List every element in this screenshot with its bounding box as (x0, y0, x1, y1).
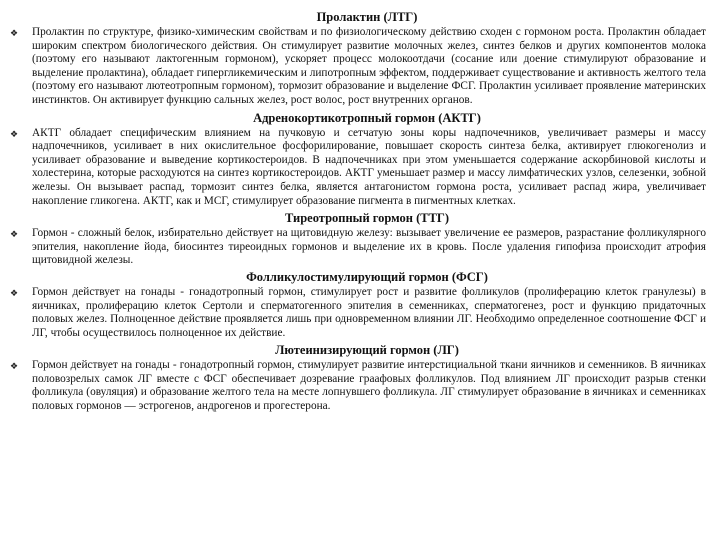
bullet-icon: ❖ (10, 128, 19, 139)
section-paragraph: Пролактин по структуре, физико-химическим свойствам и по физиологическому действию сходен с гормоном роста. Пролактин обладает широким спектром биологического действия. Он стимулирует развитие молочных желез, синтез белков и других компонентов молока (поэтому его называют лактогенным гормоном), ускоряет процесс молокоотдачи (сосание или доение стимулируют образование и выделение пролактина), обладает гипергликемическим и липотропным эффектом, поддерживает существование и активность желтого тела (поэтому его называют лютеотропным гормоном), тормозит образование и выделение ФСГ. Пролактин усиливает проявление материнских инстинктов. Он активирует функцию сальных желез, рост волос, рост внутренних органов. (32, 26, 706, 106)
section-heading: Тиреотропный гормон (ТТГ) (284, 211, 450, 226)
section-paragraph: Гормон - сложный белок, избирательно действует на щитовидную железу: вызывает увеличение ее размеров, разрастание фолликулярного эпителия, накопление йода, биосинтез тиреоидных гормонов и выделение их в кровь. После удаления гипофиза происходит атрофия щитовидной железы. (32, 227, 706, 267)
section-heading: Лютеинизирующий гормон (ЛГ) (275, 343, 459, 358)
section-heading: Фолликулостимулирующий гормон (ФСГ) (246, 269, 488, 284)
list-item (8, 359, 706, 413)
section-acth (8, 111, 706, 209)
section-heading: Пролактин (ЛТГ) (316, 10, 418, 24)
bullet-icon: ❖ (10, 28, 19, 38)
section-prolactin (8, 10, 706, 108)
list-item (8, 227, 706, 268)
section-paragraph: АКТГ обладает специфическим влиянием на пучковую и сетчатую зоны коры надпочечников, увеличивает размеры и массу надпочечников, усиливает в них окислительное фосфорилирование, повышает скорость синтеза белка, активирует глюкогенолиз и усиливает образование и выведение кортикостероидов. В надпочечниках при этом уменьшается содержание аскорбиновой кислоты и холестерина, которые расходуются на синтез кортикостероидов. АКТГ уменьшает размер и массу лимфатических узлов, селезенки, зобной железы. Он вызывает распад, тормозит синтез белка, является антагонистом гормона роста, усиливает распад жира, увеличивает накопление гликогена. АКТГ, как и МСГ, стимулирует образование пигмента в пигментных клетках. (32, 126, 706, 207)
section-heading: Адренокортикотропный гормон (АКТГ) (253, 110, 481, 125)
section-tsh (8, 211, 706, 268)
list-item (8, 286, 706, 340)
list-item (8, 127, 706, 209)
section-paragraph: Гормон действует на гонады - гонадотропный гормон, стимулирует развитие интерстициальной ткани яичников и семенников. В яичниках половозрелых самок ЛГ вместе с ФСГ обеспечивает дозревание граафовых фолликулов. Под влиянием ЛГ происходит разрыв стенки фолликула (овуляция) и образование желтого тела на месте лопнувшего фолликула. ЛГ стимулирует образование в яичниках и семенниках половых гормонов — эстрогенов, андрогенов и прогестерона. (32, 359, 706, 413)
bullet-icon: ❖ (10, 287, 19, 298)
section-paragraph: Гормон действует на гонады - гонадотропный гормон, стимулирует рост и развитие фолликулов (пролиферацию клеток гранулезы) в яичниках, пролиферацию клеток Сертоли и сперматогенного эпителия в семенниках, сперматогенез, рост и функцию придаточных половых желез. Полноценное действие проявляется лишь при одновременном влиянии ЛГ. Необходимо определенное соотношение ФСГ и ЛГ, чтобы осуществилось полноценное их действие. (32, 285, 706, 339)
bullet-icon: ❖ (10, 361, 19, 372)
bullet-icon: ❖ (10, 229, 19, 240)
section-fsh (8, 270, 706, 340)
section-lh (8, 343, 706, 413)
list-item (8, 26, 706, 108)
